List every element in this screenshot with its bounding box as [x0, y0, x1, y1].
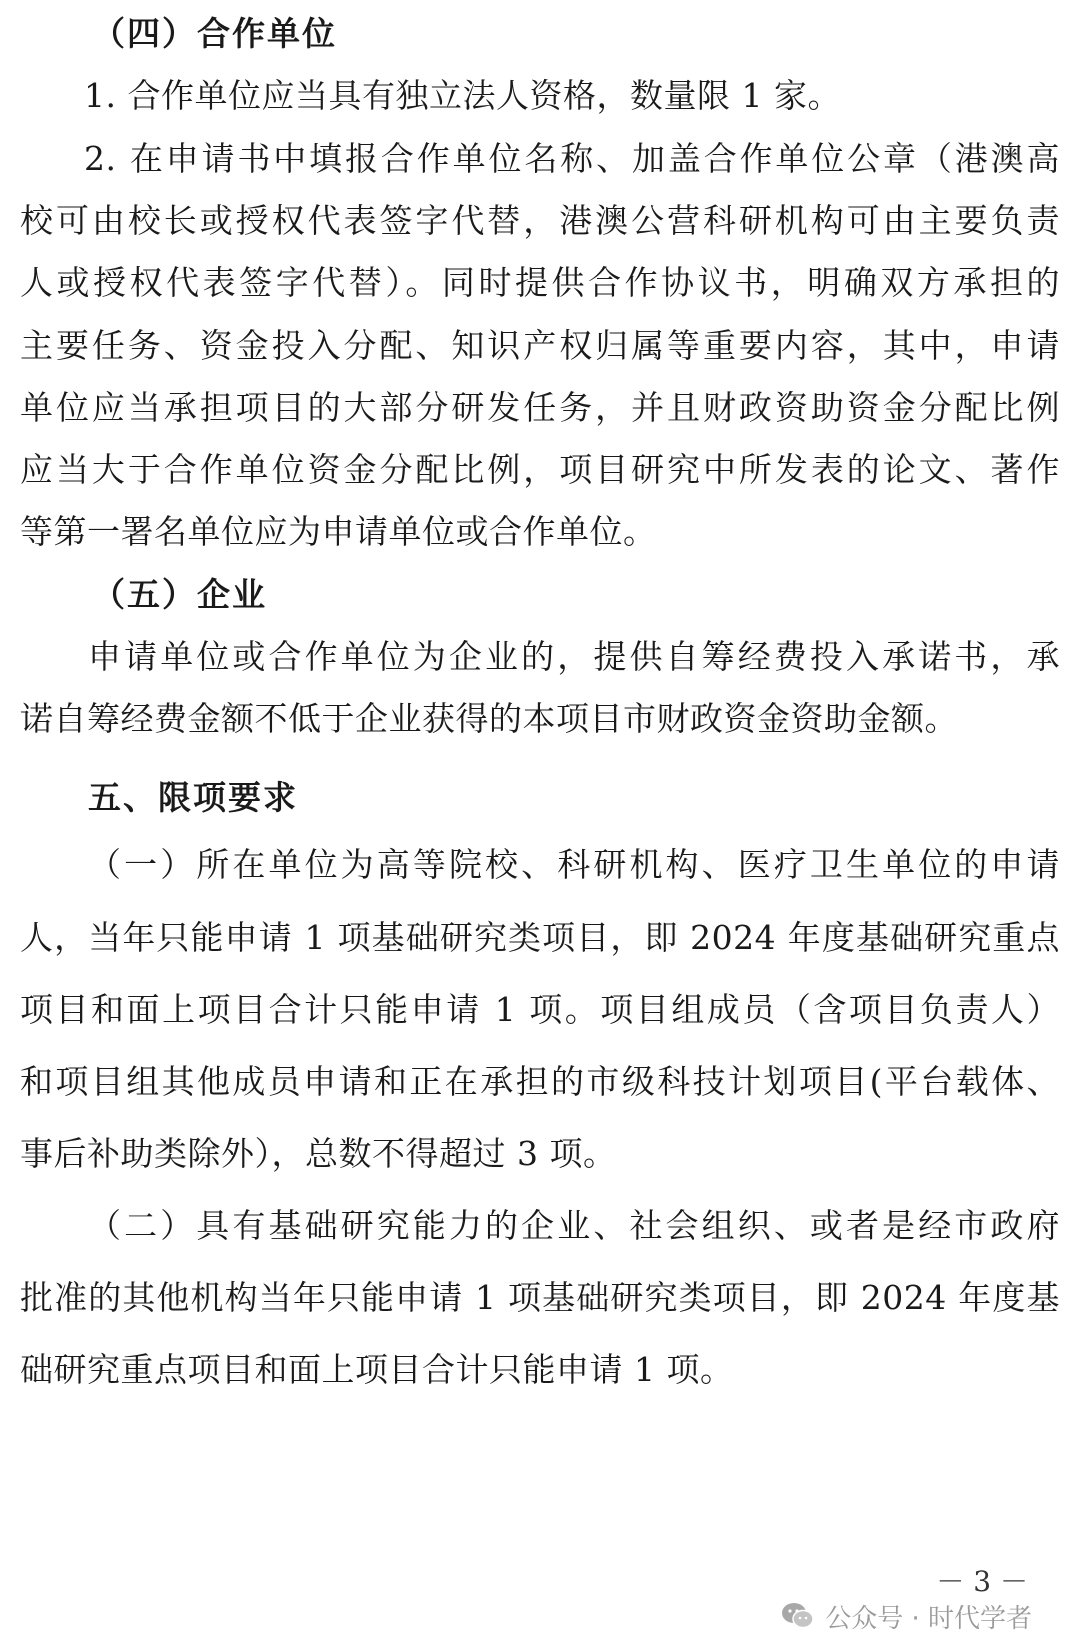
paragraph-line: 校可由校长或授权代表签字代替，港澳公营科研机构可由主要负责 [20, 201, 1060, 240]
paragraph-line: 人，当年只能申请 1 项基础研究类项目，即 2024 年度基础研究重点 [20, 918, 1060, 957]
paragraph-line: 础研究重点项目和面上项目合计只能申请 1 项。 [20, 1350, 734, 1389]
paragraph-line: 等第一署名单位应为申请单位或合作单位。 [20, 512, 657, 551]
paragraph-line: 应当大于合作单位资金分配比例，项目研究中所发表的论文、著作 [20, 450, 1060, 489]
paragraph-line: 诺自筹经费金额不低于企业获得的本项目市财政资金资助金额。 [20, 699, 958, 738]
paragraph-line: 1. 合作单位应当具有独立法人资格，数量限 1 家。 [84, 76, 841, 115]
paragraph-line: 申请单位或合作单位为企业的，提供自筹经费投入承诺书，承 [88, 637, 1060, 676]
page-number: － 3 － [936, 1565, 1028, 1598]
paragraph-line: 2. 在申请书中填报合作单位名称、加盖合作单位公章（港澳高 [84, 139, 1060, 178]
paragraph-line: 和项目组其他成员申请和正在承担的市级科技计划项目(平台载体、 [20, 1062, 1060, 1101]
paragraph-line: 人或授权代表签字代替）。同时提供合作协议书，明确双方承担的 [20, 263, 1060, 302]
watermark-text: 公众号 · 时代学者 [825, 1603, 1032, 1634]
paragraph-line: 批准的其他机构当年只能申请 1 项基础研究类项目，即 2024 年度基 [20, 1278, 1060, 1317]
watermark [781, 1596, 1032, 1636]
section-heading-limits: 五、限项要求 [88, 778, 298, 817]
paragraph-line: 事后补助类除外），总数不得超过 3 项。 [20, 1134, 617, 1173]
paragraph-line: 单位应当承担项目的大部分研发任务，并且财政资助资金分配比例 [20, 388, 1060, 427]
paragraph-line: （二）具有基础研究能力的企业、社会组织、或者是经市政府 [88, 1206, 1060, 1245]
section-heading-enterprise: （五）企业 [92, 575, 267, 614]
paragraph-line: （一）所在单位为高等院校、科研机构、医疗卫生单位的申请 [88, 845, 1060, 884]
wechat-icon [781, 1601, 815, 1631]
paragraph-line: 项目和面上项目合计只能申请 1 项。项目组成员（含项目负责人） [20, 990, 1060, 1029]
paragraph-line: 主要任务、资金投入分配、知识产权归属等重要内容，其中，申请 [20, 326, 1060, 365]
section-heading-partner: （四）合作单位 [92, 14, 337, 53]
